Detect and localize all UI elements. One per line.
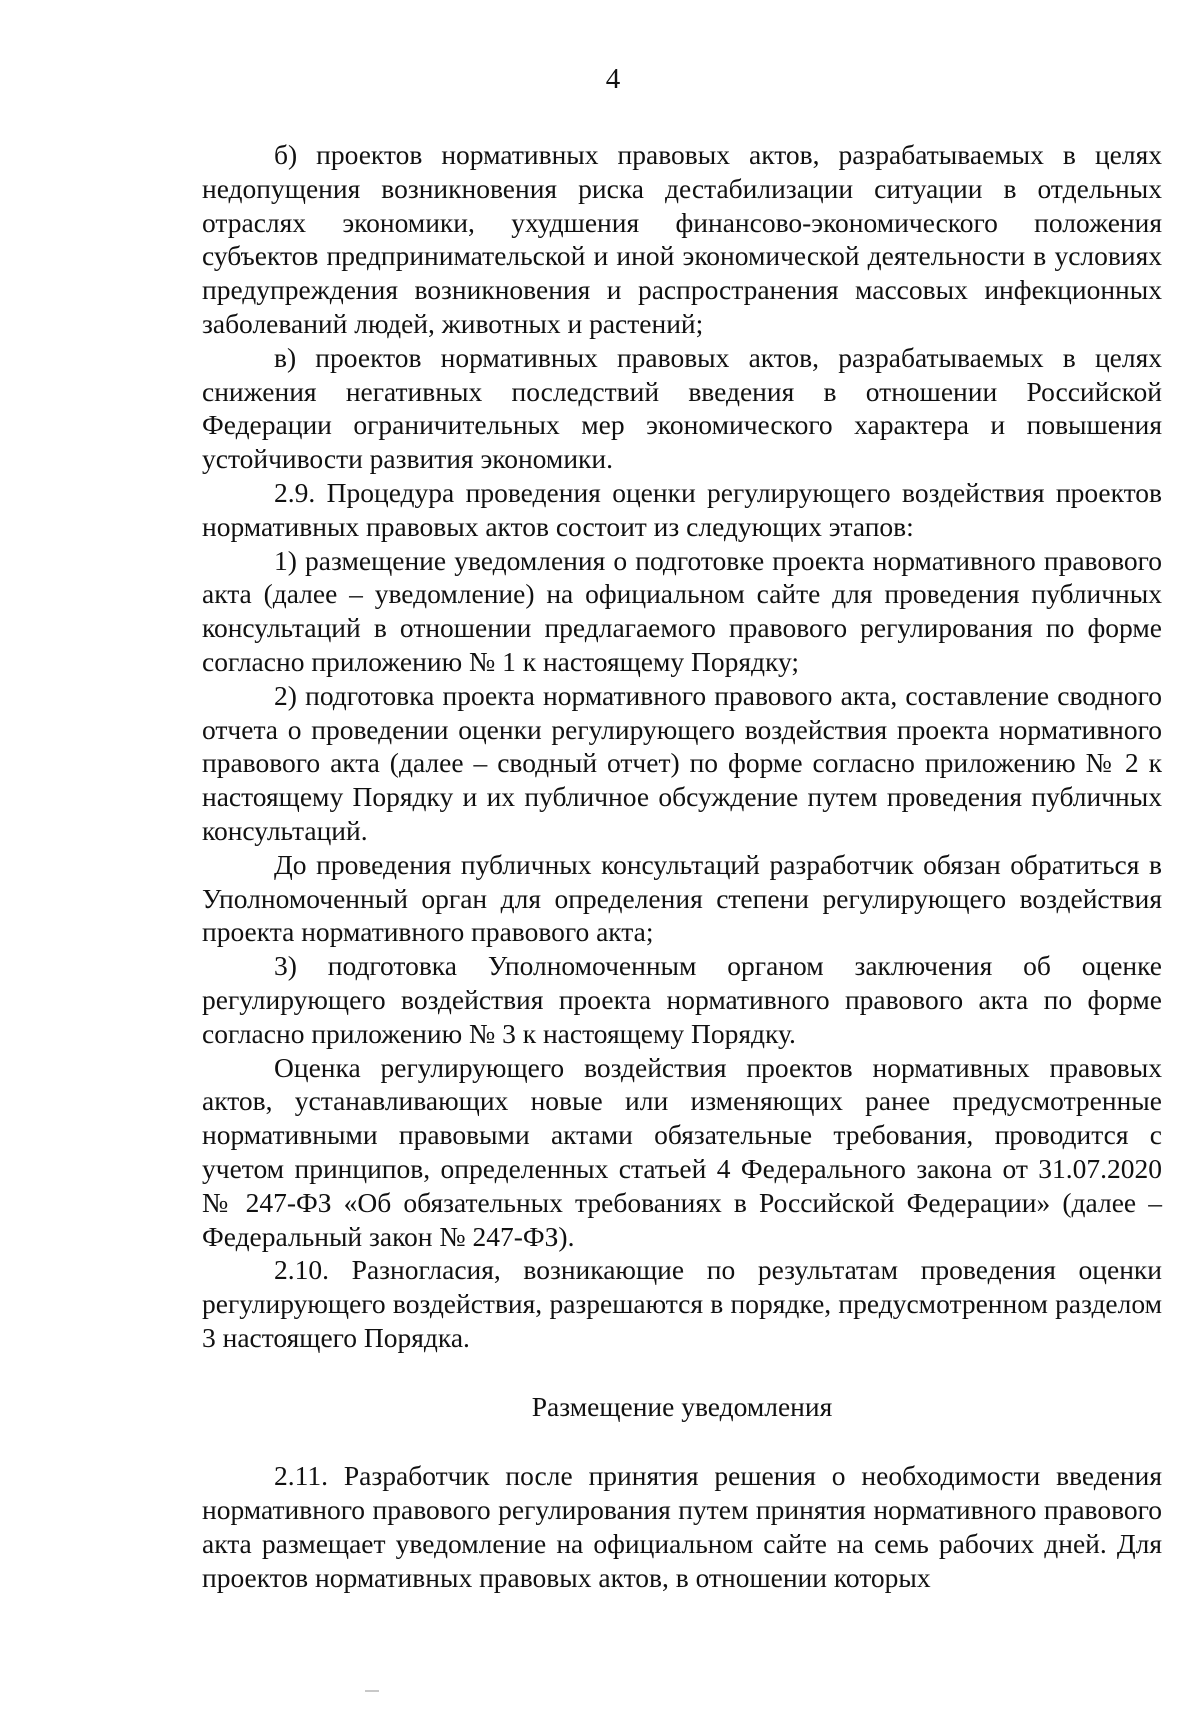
document-body (202, 138, 1162, 1595)
paragraph-2-11: 2.11. Разработчик после принятия решения о необходимости введения нормативного правового регулирования путем принятия нормативного правового акта размещает уведомление на официальном сайте на семь рабочих дней. Для проектов нормативных правовых актов, в отношении которых (202, 1460, 1162, 1593)
page-number: 4 (605, 63, 621, 95)
paragraph-step-2: 2) подготовка проекта нормативного правового акта, составление сводного отчета о проведении оценки регулирующего воздействия проекта нормативного правового акта (далее – сводный отчет) по форме согласно приложению № 2 к настоящему Порядку и их публичное обсуждение путем проведения публичных консультаций. (202, 679, 1162, 846)
paragraph-before-consultations: До проведения публичных консультаций разработчик обязан обратиться в Уполномоченный орган для определения степени регулирующего воздействия проекта нормативного правового акта; (202, 848, 1162, 948)
paragraph-2-9: 2.9. Процедура проведения оценки регулирующего воздействия проектов нормативных правовых актов состоит из следующих этапов: (202, 476, 1162, 542)
paragraph-item-b: б) проектов нормативных правовых актов, разрабатываемых в целях недопущения возникновения риска дестабилизации ситуации в отдельных отраслях экономики, ухудшения финансово-экономического положения субъектов предпринимательской и иной экономической деятельности в условиях предупреждения возникновения и распространения массовых инфекционных заболеваний людей, животных и растений; (202, 139, 1162, 339)
paragraph-step-1: 1) размещение уведомления о подготовке проекта нормативного правового акта (далее – уведомление) на официальном сайте для проведения публичных консультаций в отношении предлагаемого правового регулирования по форме согласно приложению № 1 к настоящему Порядку; (202, 544, 1162, 677)
scan-edge-mark (365, 1690, 379, 1692)
section-heading: Размещение уведомления (531, 1390, 833, 1422)
paragraph-assessment-principles: Оценка регулирующего воздействия проектов нормативных правовых актов, устанавливающих новые или изменяющих ранее предусмотренные нормативными правовыми актами обязательные требования, проводится с учетом принципов, определенных статьей 4 Федерального закона от 31.07.2020 № 247-ФЗ «Об обязательных требованиях в Российской Федерации» (далее – Федеральный закон № 247-ФЗ). (202, 1051, 1162, 1252)
paragraph-2-10: 2.10. Разногласия, возникающие по результатам проведения оценки регулирующего воздействия, разрешаются в порядке, предусмотренном разделом 3 настоящего Порядка. (202, 1254, 1162, 1353)
paragraph-step-3: 3) подготовка Уполномоченным органом заключения об оценке регулирующего воздействия проекта нормативного правового акта по форме согласно приложению № 3 к настоящему Порядку. (202, 950, 1162, 1049)
paragraph-item-v: в) проектов нормативных правовых актов, разрабатываемых в целях снижения негативных последствий введения в отношении Российской Федерации ограничительных мер экономического характера и повышения устойчивости развития экономики. (202, 341, 1162, 475)
